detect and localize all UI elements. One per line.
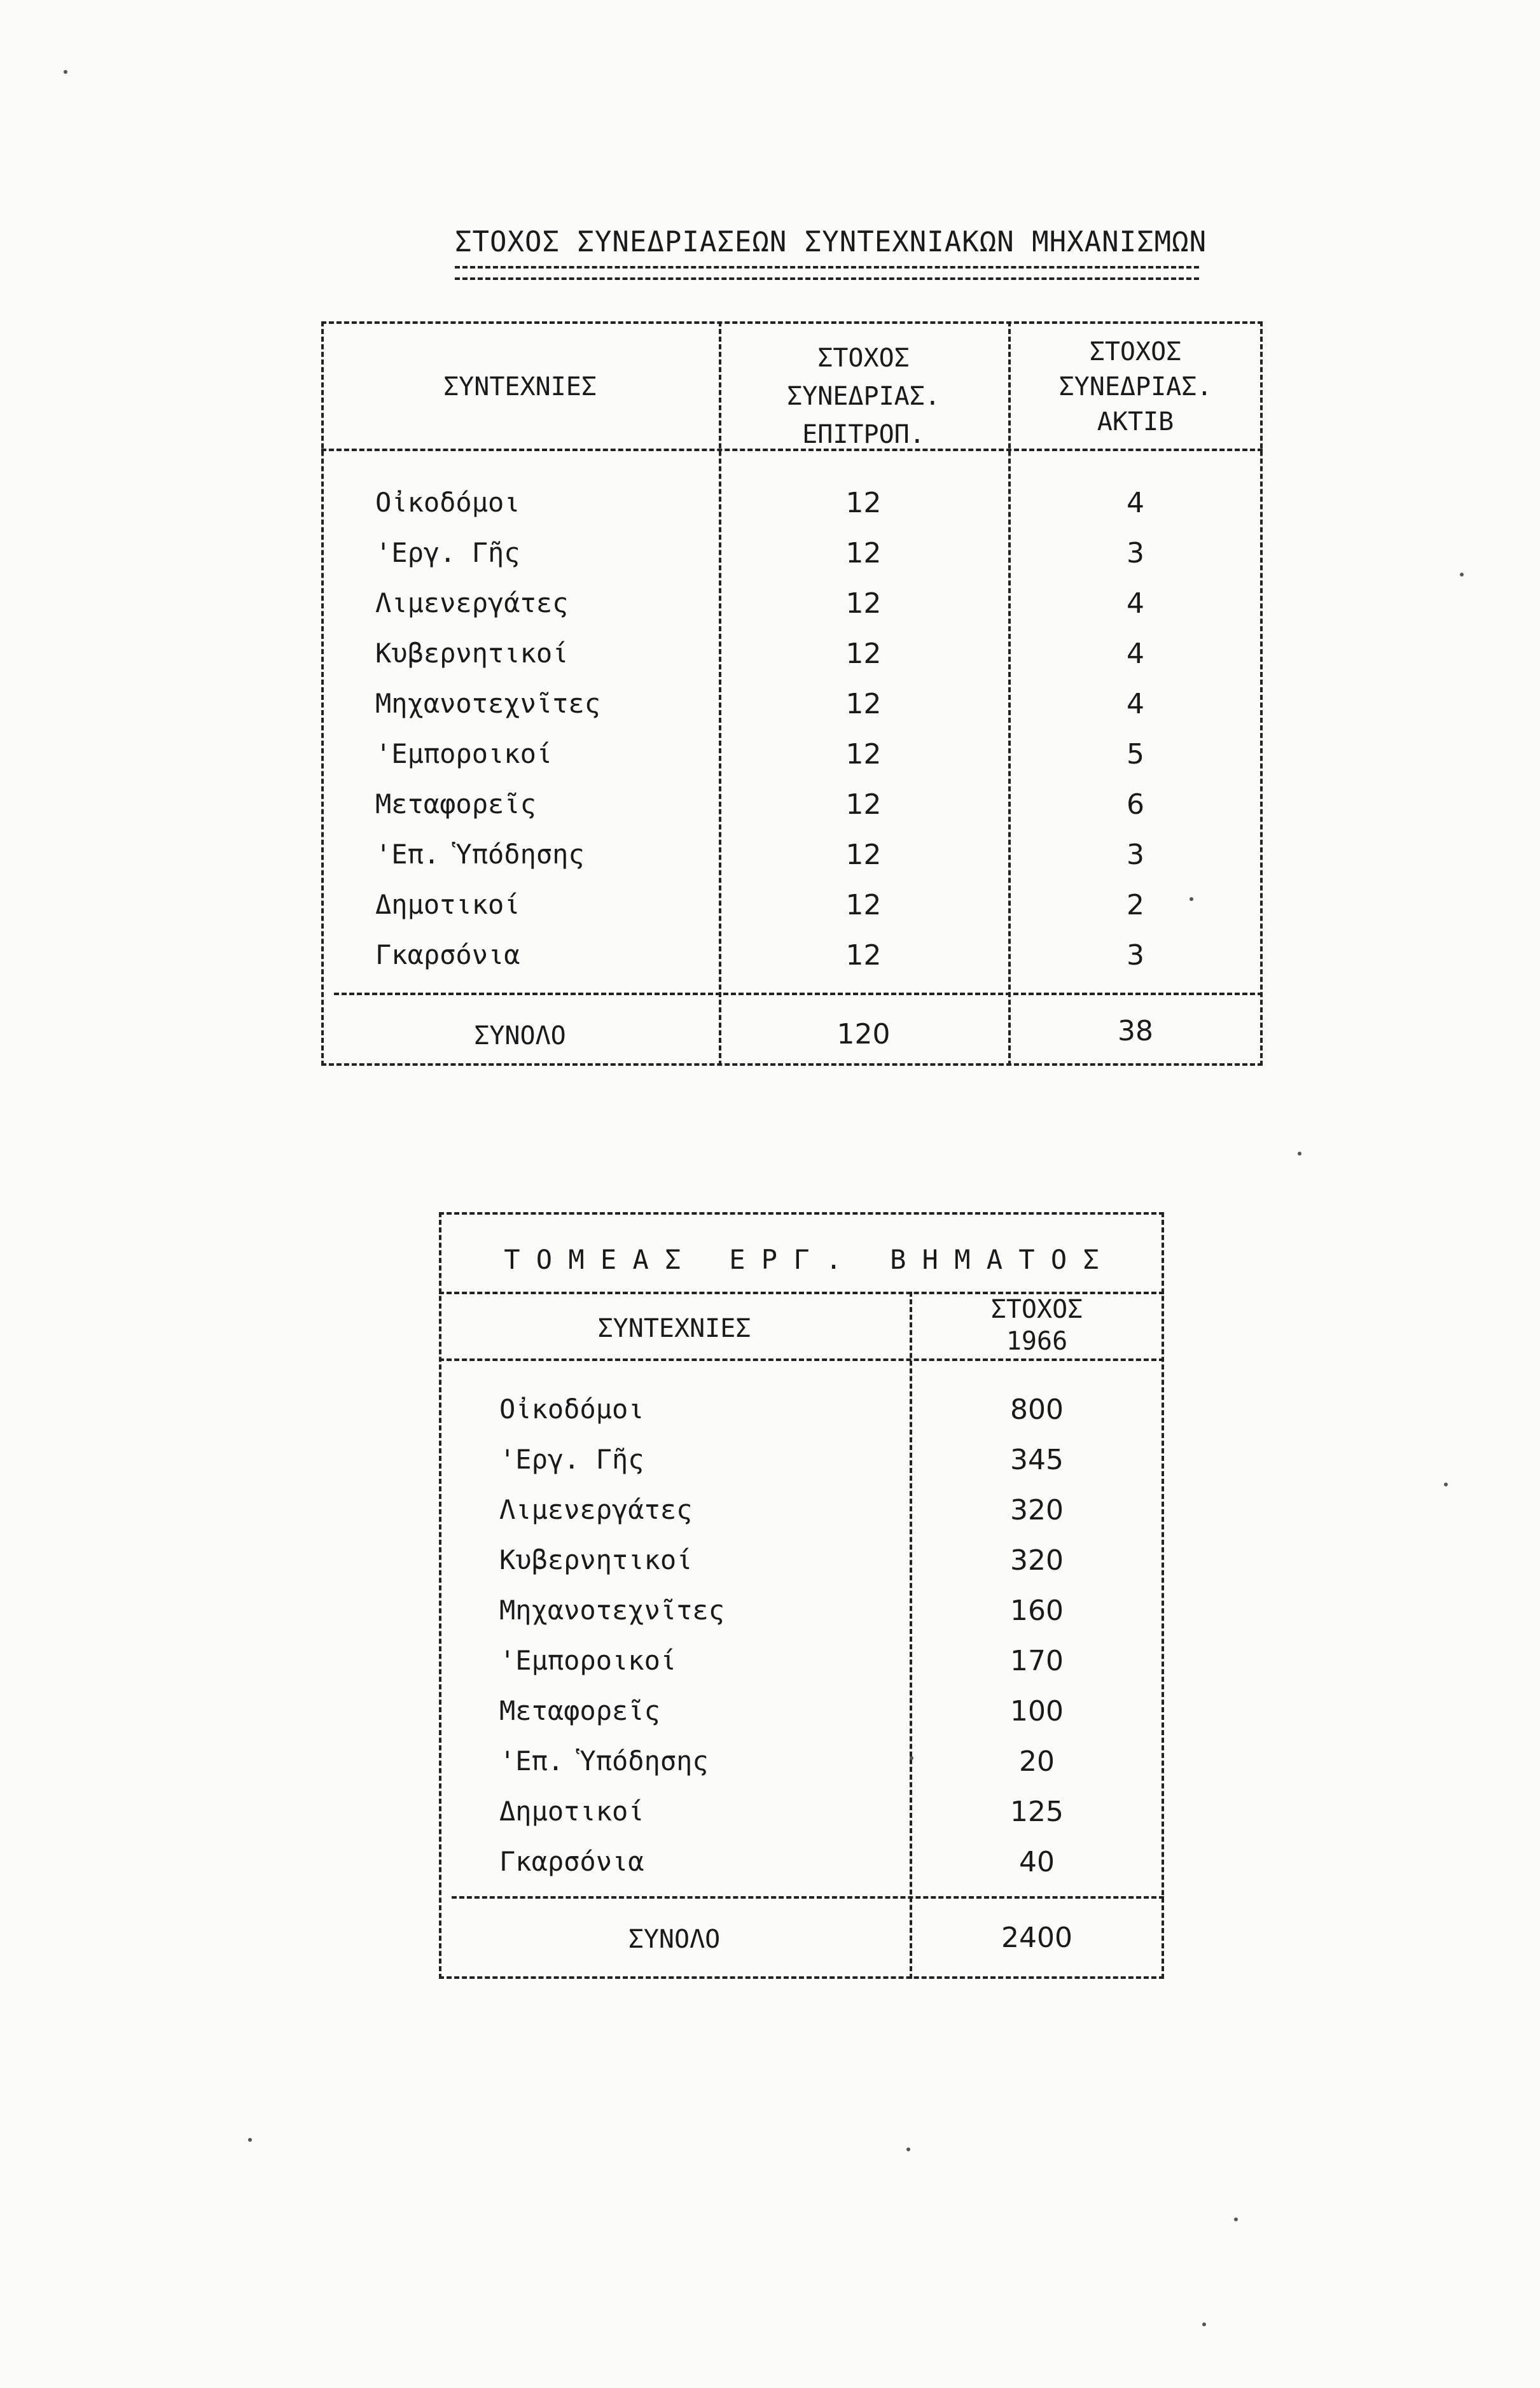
- table2-heading-rule: [439, 1292, 1164, 1294]
- table2-row-trade: Οἰκοδόμοι: [499, 1393, 644, 1425]
- scan-speck: [1444, 1483, 1448, 1486]
- table1-row-committee: 12: [845, 487, 882, 519]
- table2-header-target-line2: 1966: [1006, 1327, 1068, 1356]
- table2-row-trade: 'Εργ. Γῆς: [499, 1444, 644, 1475]
- table2-row-target: 40: [1019, 1846, 1055, 1878]
- table2-row-target: 345: [1010, 1444, 1064, 1476]
- table1-row-committee: 12: [845, 638, 882, 670]
- table1-header-active-line3: ΑΚΤΙΒ: [1097, 407, 1174, 436]
- table1-row-committee: 12: [845, 788, 882, 821]
- table2-total-rule: [452, 1896, 1164, 1899]
- table1-row-trade: Κυβερνητικοί: [375, 638, 569, 669]
- table1-row-trade: Γκαρσόνια: [375, 939, 520, 970]
- table2-row-target: 20: [1019, 1745, 1055, 1778]
- table2-row-target: 160: [1010, 1595, 1064, 1627]
- table1-row-committee: 12: [845, 889, 882, 921]
- table1-row-active: 5: [1127, 738, 1144, 771]
- scan-speck: [1298, 1152, 1301, 1156]
- table2-total-target: 2400: [1001, 1922, 1072, 1954]
- table1-row-trade: 'Επ. Ὑπόδησης: [375, 839, 585, 870]
- table1-header-committee-line2: ΣΥΝΕΔΡΙΑΣ.: [787, 382, 940, 411]
- table1-row-active: 3: [1127, 839, 1144, 871]
- table2-row-target: 170: [1010, 1645, 1064, 1677]
- table1-row-committee: 12: [845, 939, 882, 972]
- table1-row-trade: 'Εμποροικοί: [375, 738, 553, 769]
- table2-header-rule: [439, 1358, 1164, 1361]
- table1-header-committee-line1: ΣΤΟΧΟΣ: [817, 344, 910, 373]
- table2-row-trade: Κυβερνητικοί: [499, 1544, 693, 1575]
- table1-row-trade: Μηχανοτεχνῖτες: [375, 688, 601, 719]
- table2-row-target: 320: [1010, 1544, 1064, 1577]
- table2-row-trade: Γκαρσόνια: [499, 1846, 644, 1877]
- scan-speck: [1190, 897, 1193, 901]
- table2-row-trade: Λιμενεργάτες: [499, 1494, 693, 1525]
- table1-row-trade: Λιμενεργάτες: [375, 587, 569, 618]
- table2-row-trade: 'Εμποροικοί: [499, 1645, 677, 1676]
- table1-row-committee: 12: [845, 537, 882, 569]
- table1-row-trade: 'Εργ. Γῆς: [375, 537, 520, 568]
- table1-header-active-line1: ΣΤΟΧΟΣ: [1089, 337, 1182, 367]
- table1-row-active: 6: [1127, 788, 1144, 821]
- table2-row-trade: Μηχανοτεχνῖτες: [499, 1595, 725, 1626]
- table1-total-active: 38: [1118, 1015, 1153, 1047]
- table1-row-active: 3: [1127, 939, 1144, 972]
- table2-row-target: 100: [1010, 1695, 1064, 1728]
- table2-row-target: 800: [1010, 1393, 1064, 1426]
- page-title: ΣΤΟΧΟΣ ΣΥΝΕΔΡΙΑΣΕΩΝ ΣΥΝΤΕΧΝΙΑΚΩΝ ΜΗΧΑΝΙΣΜΩΝ: [455, 226, 1207, 258]
- scan-speck: [910, 1756, 913, 1760]
- scan-speck: [1202, 2322, 1206, 2326]
- table1-row-active: 4: [1127, 638, 1144, 670]
- table1-row-active: 4: [1127, 688, 1144, 720]
- table2-row-trade: Δημοτικοί: [499, 1796, 644, 1827]
- table2-row-target: 125: [1010, 1796, 1064, 1828]
- table1-row-trade: Δημοτικοί: [375, 889, 520, 920]
- table2-header-target-line1: ΣΤΟΧΟΣ: [990, 1295, 1083, 1324]
- table2-heading: Τ Ο Μ Ε Α Σ Ε Ρ Γ . Β Η Μ Α Τ Ο Σ: [504, 1244, 1099, 1275]
- table1-row-active: 4: [1127, 587, 1144, 620]
- table1-header-active-line2: ΣΥΝΕΔΡΙΑΣ.: [1058, 372, 1212, 401]
- table1-header-trades: ΣΥΝΤΕΧΝΙΕΣ: [443, 372, 597, 401]
- table2-row-trade: Μεταφορεῖς: [499, 1695, 660, 1726]
- scan-speck: [248, 2138, 252, 2142]
- title-double-underline: [455, 266, 1199, 280]
- table2-total-label: ΣΥΝΟΛΟ: [628, 1925, 721, 1954]
- table1-row-active: 3: [1127, 537, 1144, 569]
- table2-row-trade: 'Επ. Ὑπόδησης: [499, 1745, 709, 1777]
- scan-speck: [64, 70, 67, 74]
- table1-row-active: 4: [1127, 487, 1144, 519]
- scan-speck: [1234, 2217, 1238, 2221]
- table1-row-active: 2: [1127, 889, 1144, 921]
- table2-header-trades: ΣΥΝΤΕΧΝΙΕΣ: [597, 1314, 751, 1343]
- table1-row-committee: 12: [845, 587, 882, 620]
- table1-row-trade: Μεταφορεῖς: [375, 788, 536, 820]
- table1-total-committee: 120: [836, 1018, 891, 1051]
- table2-row-target: 320: [1010, 1494, 1064, 1526]
- table1-total-label: ΣΥΝΟΛΟ: [474, 1021, 566, 1051]
- table1-row-committee: 12: [845, 839, 882, 871]
- table1-row-committee: 12: [845, 738, 882, 771]
- table1-total-rule: [334, 993, 1263, 995]
- scan-speck: [1460, 573, 1464, 576]
- scan-speck: [906, 2147, 910, 2151]
- table1-row-committee: 12: [845, 688, 882, 720]
- table1-row-trade: Οἰκοδόμοι: [375, 487, 520, 518]
- table1-header-committee-line3: ΕΠΙΤΡΟΠ.: [802, 420, 925, 449]
